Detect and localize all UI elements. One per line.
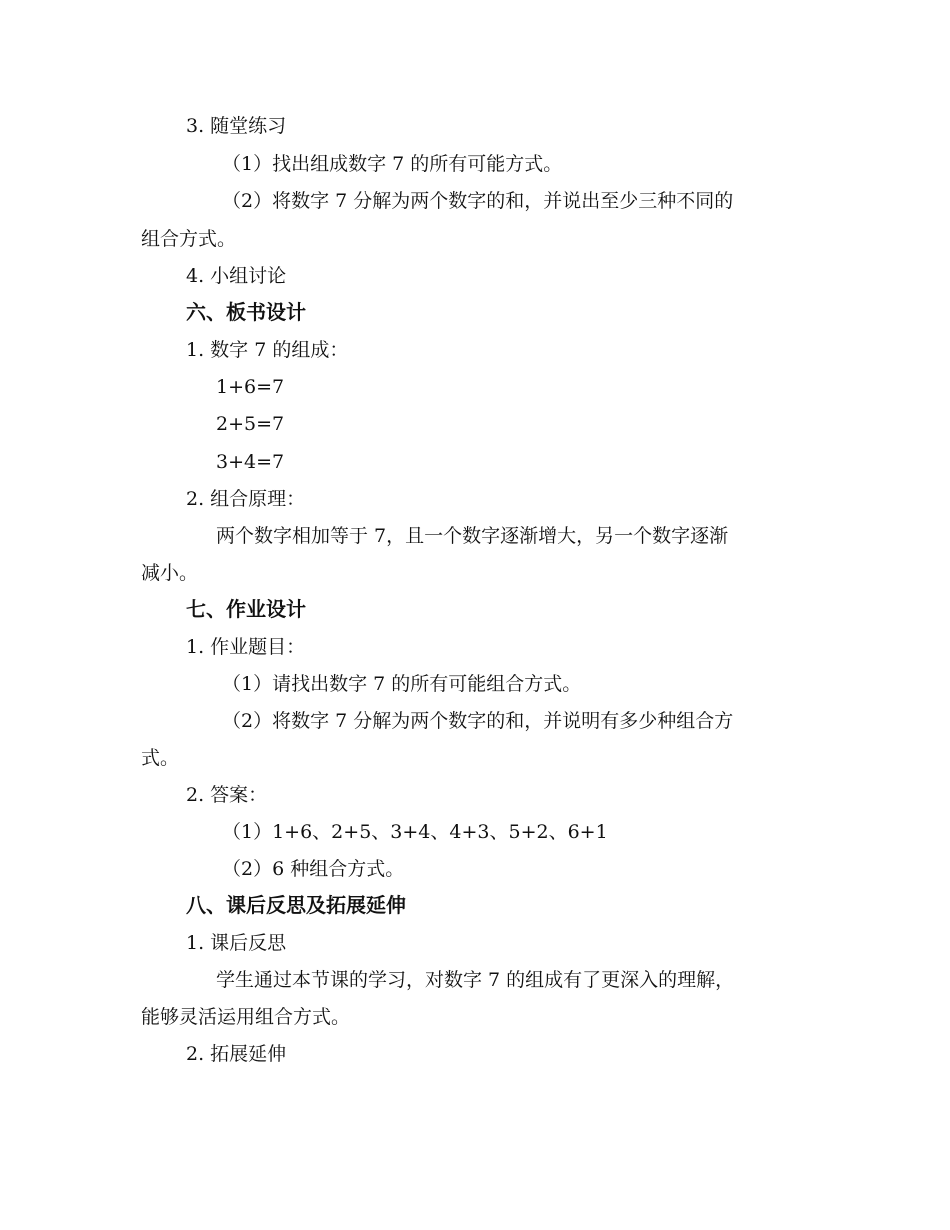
homework-question-1: （1）请找出数字 7 的所有可能组合方式。 xyxy=(222,673,582,695)
item-extension: 2. 拓展延伸 xyxy=(186,1043,287,1065)
equation-3: 3+4=7 xyxy=(216,451,285,473)
reflection-text-continued: 能够灵活运用组合方式。 xyxy=(141,1006,351,1028)
reflection-text: 学生通过本节课的学习，对数字 7 的组成有了更深入的理解， xyxy=(216,969,735,991)
homework-question-2: （2）将数字 7 分解为两个数字的和，并说明有多少种组合方 xyxy=(222,710,734,732)
heading-reflection-extension: 八、课后反思及拓展延伸 xyxy=(186,893,406,917)
equation-1: 1+6=7 xyxy=(216,376,285,398)
homework-question-2-continued: 式。 xyxy=(141,747,180,769)
answer-1: （1）1+6、2+5、3+4、4+3、5+2、6+1 xyxy=(222,821,608,843)
answer-2: （2）6 种组合方式。 xyxy=(222,858,405,880)
heading-board-design: 六、板书设计 xyxy=(186,300,306,324)
principle-text-continued: 减小。 xyxy=(141,562,199,584)
principle-text: 两个数字相加等于 7，且一个数字逐渐增大，另一个数字逐渐 xyxy=(216,525,729,547)
item-group-discussion: 4. 小组讨论 xyxy=(186,265,287,287)
item-principle: 2. 组合原理： xyxy=(186,488,306,510)
item-homework: 1. 作业题目： xyxy=(186,636,306,658)
item-practice: 3. 随堂练习 xyxy=(186,115,287,137)
item-composition: 1. 数字 7 的组成： xyxy=(186,339,349,361)
item-answers: 2. 答案： xyxy=(186,784,268,806)
equation-2: 2+5=7 xyxy=(216,413,285,435)
practice-question-2: （2）将数字 7 分解为两个数字的和，并说出至少三种不同的 xyxy=(222,190,734,212)
practice-question-1: （1）找出组成数字 7 的所有可能方式。 xyxy=(222,153,563,175)
item-reflection: 1. 课后反思 xyxy=(186,932,287,954)
heading-homework-design: 七、作业设计 xyxy=(186,597,306,621)
practice-question-2-continued: 组合方式。 xyxy=(141,228,237,250)
